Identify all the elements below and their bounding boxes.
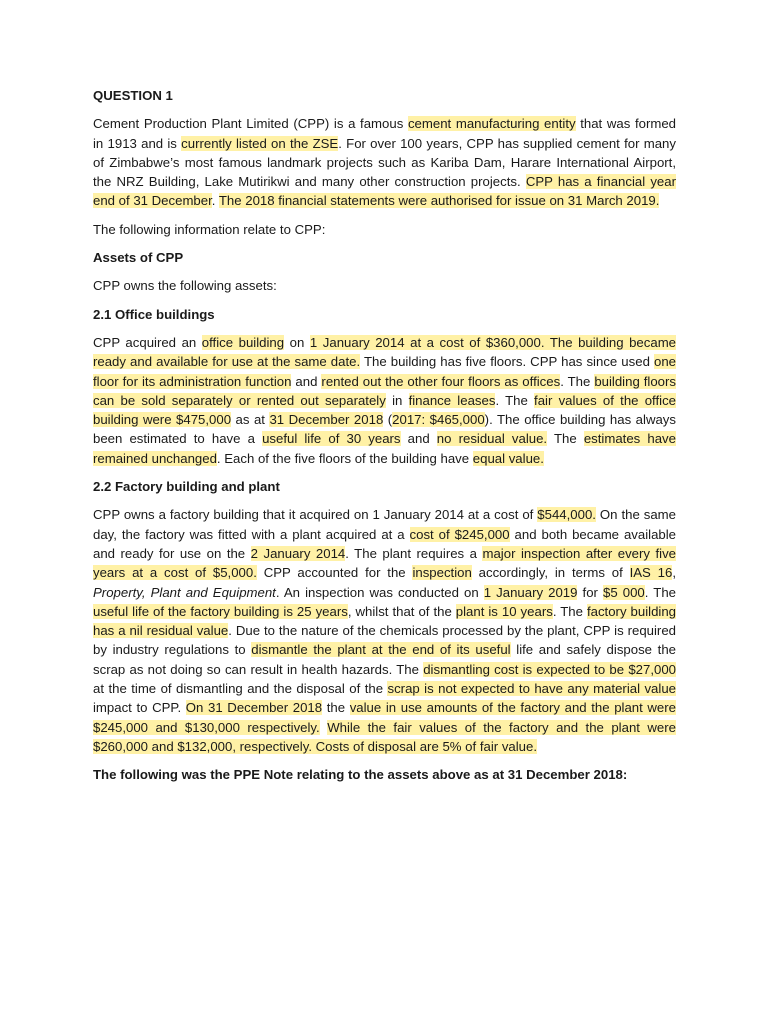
info-intro: The following information relate to CPP: [93,221,326,237]
factory-text: CPP owns a factory building that it acquired on 1 January 2014 at a cost of [93,507,538,523]
factory-highlight: factory building has a nil residual value [93,603,677,639]
factory-text: accordingly, in terms of [471,565,630,581]
office-highlight: 2017: $465,000 [392,412,485,428]
office-text: on [284,334,310,350]
office-highlight: useful life of 30 years [262,431,401,447]
office-text: . The [560,373,595,389]
office-text: and [400,431,437,447]
factory-highlight: IAS 16 [629,565,673,581]
factory-highlight: $544,000. [537,507,596,523]
factory-paragraph [93,505,676,756]
factory-highlight: $5 000 [603,584,645,600]
factory-highlight: While the fair values of the factory and the plant were $260,000 and $132,000, respectively. Costs of disposal are 5% of fair value. [93,719,676,754]
intro-text: that was formed in 1913 and is [93,116,677,151]
assets-intro: CPP owns the following assets: [93,278,277,294]
office-highlight: 31 December 2018 [269,412,384,428]
office-text: and [291,373,322,389]
factory-highlight: dismantling cost is expected to be $27,000 [423,661,676,677]
office-heading: 2.1 Office buildings [93,306,215,322]
office-highlight: rented out the other four floors as offices [321,373,561,389]
office-highlight: estimates have remained unchanged [93,431,676,466]
office-highlight: no residual value. [436,431,548,447]
office-text: ). The office building has always been estimated to have a [93,412,676,447]
factory-text: . The [552,603,587,619]
factory-heading: 2.2 Factory building and plant [93,479,280,495]
factory-text: . An inspection was conducted on [275,584,484,600]
intro-paragraph [93,114,676,210]
factory-text: , whilst that of the [347,603,456,619]
factory-text: . The [644,584,676,600]
factory-highlight: On 31 December 2018 [185,700,323,716]
factory-highlight: 1 January 2019 [483,584,578,600]
factory-text: . Due to the nature of the chemicals processed by the plant, CPP is required by industry regulations to [93,623,676,658]
factory-highlight: cost of $245,000 [409,526,510,542]
office-text: . The [495,392,535,408]
factory-text: CPP accounted for the [256,565,413,581]
office-highlight: finance leases [408,392,496,408]
intro-highlight: The 2018 financial statements were authorised for issue on 31 March 2019. [218,193,660,209]
factory-text: the [322,700,350,716]
intro-highlight: CPP has a financial year end of 31 December [93,174,676,209]
office-text: The building has five floors. CPP has since used [360,354,654,370]
factory-highlight: 2 January 2014 [250,545,346,561]
factory-highlight: scrap is not expected to have any material value [387,681,676,697]
office-text: CPP acquired an [93,334,202,350]
ppe-note-intro: The following was the PPE Note relating to the assets above as at 31 December 2018: [93,767,628,783]
factory-text: On the same day, the factory was fitted with a plant acquired at a [93,507,676,542]
question-title: QUESTION 1 [93,88,173,103]
office-highlight: fair values of the office building were $475,000 [93,392,676,428]
office-highlight: building floors can be sold separately or rented out separately [93,373,677,408]
intro-highlight: currently listed on the ZSE [181,135,339,151]
office-text: The [547,431,584,447]
factory-highlight: useful life of the factory building is 25 years [93,603,348,619]
intro-text: Cement Production Plant Limited (CPP) is a famous [93,116,408,132]
factory-highlight: inspection [412,565,472,581]
factory-highlight: dismantle the plant at the end of its useful [251,642,511,658]
office-highlight: equal value. [472,450,544,466]
factory-text: for [577,584,604,600]
office-text: . Each of the five floors of the building have [216,450,473,466]
assets-heading: Assets of CPP [93,250,184,266]
office-text: ( [383,412,393,428]
intro-text: . For over 100 years, CPP has supplied cement for many of Zimbabwe’s most famous landmark projects such as Kariba Dam, Harare International Airport, the NRZ Building, Lake Mutirikwi and many other construction projects. [93,135,676,190]
factory-highlight: plant is 10 years [455,603,553,619]
office-paragraph [93,333,676,468]
factory-text: at the time of dismantling and the disposal of the [93,681,388,697]
office-text: in [385,392,409,408]
office-highlight: office building [201,334,285,350]
office-text: as at [231,412,270,428]
intro-highlight: cement manufacturing entity [407,116,576,132]
intro-text: . [211,193,219,209]
office-highlight: one floor for its administration function [93,354,676,389]
factory-text: life and safely dispose the scrap as not doing so can result in health hazards. The [93,642,676,677]
office-highlight: 1 January 2014 at a cost of $360,000. The building became ready and available for use at the same date. [93,334,677,370]
factory-highlight: value in use amounts of the factory and the plant were $245,000 and $130,000 respectively. [93,700,676,735]
factory-text: , [672,565,676,581]
factory-italic-text: Property, Plant and Equipment [93,584,276,600]
factory-highlight: major inspection after every five years at a cost of $5,000. [93,545,677,581]
factory-text: . The plant requires a [345,545,483,561]
factory-text: and both became available and ready for use on the [93,526,677,561]
factory-text: impact to CPP. [93,700,186,716]
